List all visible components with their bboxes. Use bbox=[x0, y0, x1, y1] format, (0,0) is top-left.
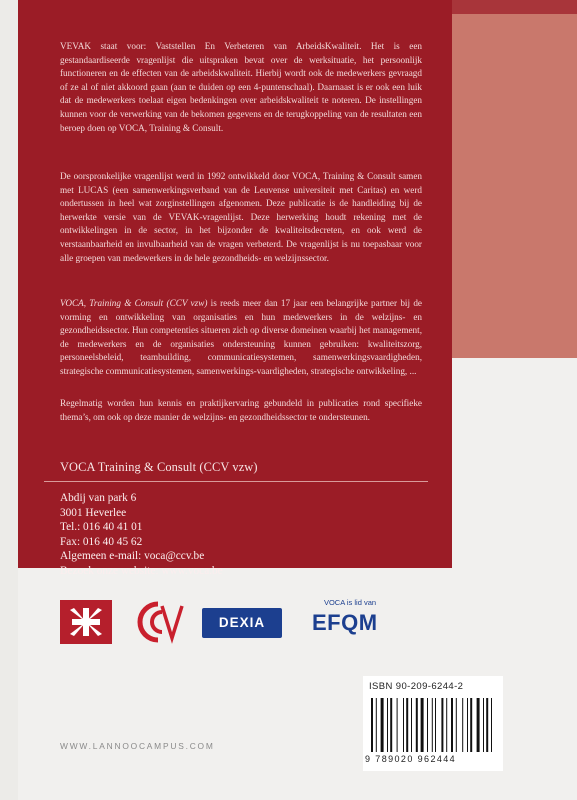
barcode-icon bbox=[371, 698, 495, 752]
caritas-logo-icon bbox=[60, 600, 112, 644]
history-paragraph: De oorspronkelijke vragenlijst werd in 1992 ontwikkeld door VOCA, Training & Consult samen met LUCAS (een samenwerkingsverband van de Leuvense universiteit met Caritas) en werd ondertussen in heel wat zorginstellingen afgenomen. Deze publicatie is de handleiding bij de herwerkte versie van de VEVAK-vragenlijst. Deze herwerking houdt rekening met de ontwikkelingen in de sector, in het bijzonder de kwaliteitsdecreten, en ook werd de verstaanbaarheid en invulbaarheid van de vragen verbeterd. De vragenlijst is nu toepasbaar voor alle groepen van medewerkers in de hele gezondheids- en welzijnssector. bbox=[60, 171, 422, 263]
efqm-caption: VOCA is lid van bbox=[323, 598, 377, 607]
side-band-top bbox=[452, 0, 577, 14]
intro-paragraph: VEVAK staat voor: Vaststellen En Verbeteren van ArbeidsKwaliteit. Het is een gestandaardiseerde vragenlijst die uitspraken bevat over de werksituatie, het persoonlijk functioneren en de effecten van de arbeidskwaliteit. Hierbij wordt ook de medewerkers gevraagd of ze al of niet akkoord gaan (aan te duiden op een 4-puntenschaal). Daarnaast is er ook een luik dat de medewerkers toelaat eigen bedenkingen over arbeidskwaliteit te noteren. De instellingen kunnen voor de verwerking van de bekomen gegevens en de terugkoppeling van de resultaten een beroep doen op VOCA, Training & Consult. bbox=[60, 41, 422, 133]
contact-block bbox=[60, 491, 223, 579]
voca-paragraph bbox=[60, 297, 422, 379]
contact-city: 3001 Heverlee bbox=[60, 506, 127, 519]
isbn-number: ISBN 90-209-6244-2 bbox=[369, 681, 464, 692]
ean-number: 9 789020 962444 bbox=[365, 754, 457, 764]
barcode-panel bbox=[363, 676, 503, 771]
contact-address: Abdij van park 6 bbox=[60, 492, 137, 504]
dexia-logo: DEXIA bbox=[202, 608, 282, 638]
ccv-logo-icon bbox=[128, 598, 186, 646]
side-band bbox=[452, 14, 577, 358]
divider bbox=[44, 481, 428, 482]
publisher-website[interactable]: WWW.LANNOOCAMPUS.COM bbox=[60, 741, 215, 751]
contact-email[interactable]: Algemeen e-mail: voca@ccv.be bbox=[60, 550, 205, 563]
voca-name-italic: VOCA, Training & Consult (CCV vzw) bbox=[60, 298, 208, 308]
publications-paragraph: Regelmatig worden hun kennis en praktijkervaring gebundeld in publicaties rond specifieke thema’s, om ook op deze manier de welzijns- en gezondheidssector te ondersteunen. bbox=[60, 398, 422, 422]
contact-website[interactable]: Bezoek onze website: www.voca.be bbox=[60, 564, 223, 577]
efqm-logo bbox=[302, 598, 398, 646]
efqm-wordmark: EFQM bbox=[312, 610, 378, 635]
contact-phone: Tel.: 016 40 41 01 bbox=[60, 521, 143, 534]
contact-fax: Fax: 016 40 45 62 bbox=[60, 535, 143, 548]
partner-logos bbox=[60, 598, 400, 646]
organization-title: VOCA Training & Consult (CCV vzw) bbox=[60, 460, 258, 474]
voca-description: is reeds meer dan 17 jaar een belangrijke partner bij de vorming en ontwikkeling van organisaties en hun medewerkers in de welzijns- en gezondheidssector. Hun competenties situeren zich op diverse domeinen waarbij het management, de medewerkers en de organisaties ondersteuning kunnen gebruiken: kwaliteitszorg, personeelsbeleid, teambuilding, communicatiesystemen, samenwerkingsvaardigheden, strategische communicatiesystemen, samenwerkings-vaardigheden, strategische ontwikkeling, ... bbox=[60, 298, 422, 376]
